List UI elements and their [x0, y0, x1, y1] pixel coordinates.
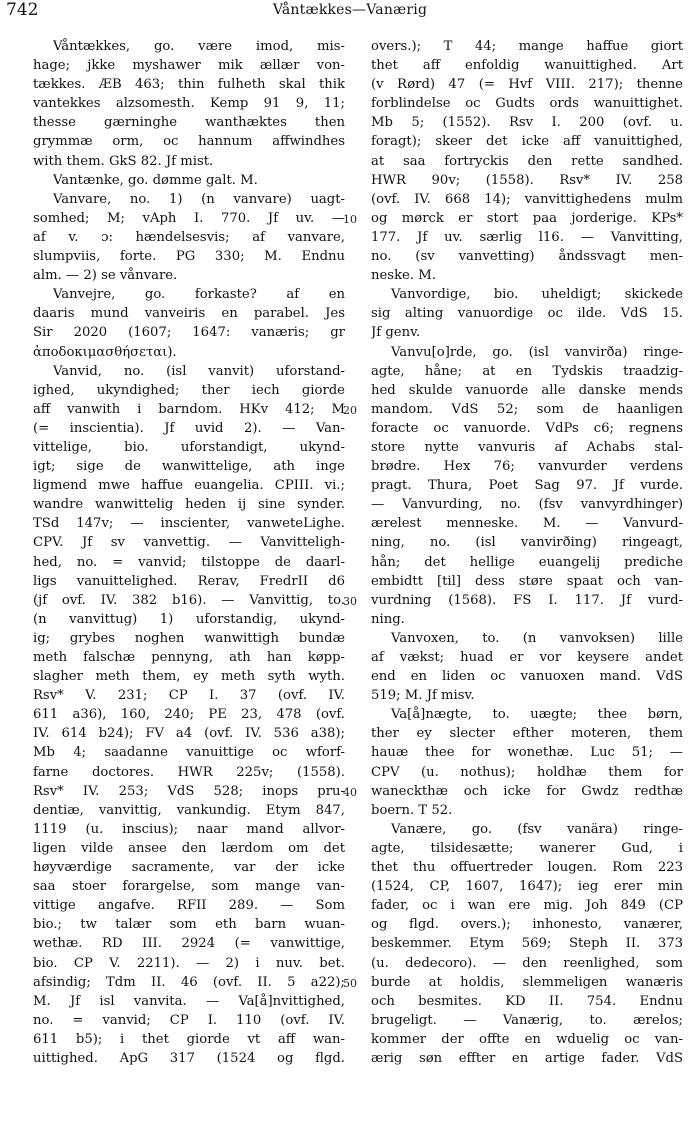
- text-line: brugeligt. — Vanærig, to. ærelos;: [371, 1012, 683, 1028]
- text-line: waneckthæ och icke for Gwdz redthæ: [371, 783, 683, 799]
- text-line: thet thu offuertreder lougen. Rom 223: [371, 860, 683, 876]
- text-line: Vanvoxen, to. (n vanvoksen) lille: [391, 630, 683, 646]
- text-line: 611 a36), 160, 240; PE 23, 478 (ovf.: [33, 707, 345, 723]
- text-line: vittelige, bio. uforstandigt, ukynd-: [33, 439, 345, 455]
- text-line: farne doctores. HWR 225v; (1558).: [33, 764, 345, 780]
- text-line: 611 b5); i thet giorde vt aff wan-: [33, 1031, 345, 1047]
- text-line: af v. ɔ: hændelsesvis; af vanvare,: [33, 229, 345, 245]
- text-line: agte, håne; at en Tydskis traadzig-: [371, 363, 683, 379]
- text-line: hed, no. = vanvid; tilstoppe de daarl-: [33, 554, 345, 570]
- text-line: embidtt [til] dess støre spaat och van-: [371, 573, 683, 589]
- text-line: TSd 147v; — inscienter, vanweteLighe.: [33, 516, 345, 532]
- text-line: thesse gærninghe wanthæktes then: [33, 115, 345, 131]
- text-line: och besmites. KD II. 754. Endnu: [371, 993, 683, 1009]
- text-line: 519; M. Jf misv.: [371, 688, 475, 704]
- text-line: Vanvordige, bio. uheldigt; skickede: [391, 287, 683, 303]
- text-line: ἀποδοκιμασθήσεται).: [33, 344, 177, 360]
- text-line: M. Jf isl vanvita. — Va[å]nvittighed,: [33, 993, 345, 1009]
- text-line: HWR 90v; (1558). Rsv* IV. 258: [371, 172, 683, 188]
- line-number: 40: [343, 785, 357, 799]
- text-line: slumpviis, forte. PG 330; M. Endnu: [33, 249, 345, 265]
- text-line: (v Rørd) 47 (= Hvf VIII. 217); thenne: [371, 77, 683, 93]
- text-line: brødre. Hex 76; vanvurder verdens: [371, 459, 683, 475]
- text-line: neske. M.: [371, 268, 436, 284]
- text-line: agte, tilsidesætte; wanerer Gud, i: [371, 840, 683, 856]
- text-line: boern. T 52.: [371, 802, 453, 818]
- text-line: hage; jkke myshawer mik ællær von-: [33, 58, 345, 74]
- text-line: afsindig; Tdm II. 46 (ovf. II. 5 a22);: [33, 974, 345, 990]
- text-line: Rsv* V. 231; CP I. 37 (ovf. IV.: [33, 688, 345, 704]
- text-line: ning, no. (isl vanvirðing) ringeagt,: [371, 535, 683, 551]
- text-line: Vanvejre, go. forkaste? af en: [53, 287, 345, 303]
- text-line: (ovf. IV. 668 14); vanvittighedens mulm: [371, 191, 683, 207]
- text-line: 1119 (u. inscius); naar mand allvor-: [33, 821, 345, 837]
- text-line: bio.; tw talær som eth barn wuan-: [33, 917, 345, 933]
- text-line: overs.); T 44; mange haffue giort: [371, 39, 683, 54]
- text-line: with them. GkS 82. Jf mist.: [33, 153, 214, 169]
- text-line: ligen vilde ansee den lærdom om det: [33, 840, 345, 856]
- text-line: høyværdige sacramente, var der icke: [33, 860, 345, 876]
- text-line: — Vanvurding, no. (fsv vanvyrdhinger): [371, 497, 683, 513]
- text-line: CPV (u. nothus); holdhæ them for: [371, 764, 683, 780]
- text-line: forblindelse oc Gudts ords wanuittighet.: [371, 96, 683, 112]
- text-line: (= inscientia). Jf uvid 2). — Van-: [33, 420, 345, 436]
- text-line: grymmæ orm, oc hannum affwindhes: [33, 134, 345, 150]
- text-line: sig alting vanuordige oc ilde. VdS 15.: [371, 306, 683, 322]
- text-line: 177. Jf uv. særlig l16. — Vanvitting,: [371, 229, 683, 245]
- text-line: burde at holdis, slemmeligen wanæris: [371, 974, 683, 990]
- text-line: foragt); skeer det icke aff vanuittighed,: [371, 134, 683, 150]
- text-line: Vanære, go. (fsv vanära) ringe-: [391, 821, 683, 837]
- text-line: thet aff enfoldig wanuittighed. Art: [371, 58, 683, 74]
- text-line: hån; det hellige euangelij prediche: [371, 554, 683, 570]
- text-line: ligmend mwe haffue euangelia. CPIII. vi.;: [33, 478, 345, 494]
- running-head: Våntækkes—Vanærig: [272, 2, 428, 18]
- text-line: (u. dedecoro). — den reenlighed, som: [371, 955, 683, 971]
- text-line: ighed, ukyndighed; ther iech giorde: [33, 382, 345, 398]
- text-line: (1524, CP, 1607, 1647); ieg erer min: [371, 879, 683, 895]
- text-line: no. (sv vanvetting) åndssvagt men-: [371, 249, 683, 265]
- text-line: wandre wanwittelig heden ij sine synder.: [33, 497, 345, 513]
- text-line: aff vanwith i barndom. HKv 412; M: [33, 401, 345, 417]
- text-line: meth falschæ pennyng, ath han køpp-: [33, 650, 345, 665]
- text-line: ther ey slecter efther moteren, them: [371, 726, 683, 742]
- page-number: 742: [6, 0, 39, 20]
- text-line: (jf ovf. IV. 382 b16). — Vanvittig, to.: [33, 592, 345, 608]
- text-line: at saa fortryckis den rette sandhed.: [371, 153, 683, 169]
- line-number: 10: [343, 212, 357, 226]
- text-line: uittighed. ApG 317 (1524 og flgd.: [33, 1050, 345, 1066]
- text-line: end en liden oc vanuoxen mand. VdS: [371, 669, 683, 685]
- text-line: alm. — 2) se vånvare.: [33, 268, 178, 284]
- text-line: ærelest menneske. M. — Vanvurd-: [371, 516, 683, 532]
- text-line: tækkes. ÆB 463; thin fulheth skal thik: [33, 77, 345, 93]
- right-column: [371, 37, 683, 1068]
- text-line: vittige angafve. RFII 289. — Som: [33, 898, 345, 914]
- text-line: Mb 5; (1552). Rsv I. 200 (ovf. u.: [371, 115, 683, 131]
- text-line: wethæ. RD III. 2924 (= vanwittige,: [33, 936, 345, 952]
- text-line: vantekkes alzsomesth. Kemp 91 9, 11;: [33, 96, 345, 112]
- text-line: og mørck er stort paa jorderige. KPs*: [371, 210, 683, 226]
- text-line: Vanvid, no. (isl vanvit) uforstand-: [53, 363, 345, 379]
- text-line: ærig søn effter en artige fader. VdS: [371, 1050, 683, 1066]
- text-line: Mb 4; saadanne vanuittige oc wforf-: [33, 745, 345, 761]
- text-line: og flgd. overs.); inhonesto, vanærer,: [371, 917, 683, 933]
- text-line: Va[å]nægte, to. uægte; thee børn,: [391, 707, 683, 723]
- text-line: ig; grybes noghen wanwittigh bundæ: [33, 630, 345, 646]
- text-line: slagher meth them, ey meth syth wyth.: [33, 669, 345, 685]
- text-line: Jf genv.: [371, 325, 421, 341]
- text-line: mandom. VdS 52; som de haanligen: [371, 401, 683, 417]
- text-line: store nytte vanvuris af Achabs stal-: [371, 439, 683, 455]
- text-line: Vanvare, no. 1) (n vanvare) uagt-: [53, 191, 345, 207]
- text-line: ligs vanuittelighed. Rerav, FredrII d6: [33, 573, 345, 589]
- text-line: pragt. Thura, Poet Sag 97. Jf vurde.: [371, 478, 683, 494]
- text-line: fader, oc i wan ere mig. Joh 849 (CP: [371, 898, 683, 914]
- text-line: beskemmer. Etym 569; Steph II. 373: [371, 936, 683, 952]
- text-line: no. = vanvid; CP I. 110 (ovf. IV.: [33, 1012, 345, 1028]
- text-line: hed skulde vanuorde alle danske mends: [371, 382, 683, 398]
- text-line: somhed; M; vAph I. 770. Jf uv. —: [33, 210, 345, 226]
- text-line: dentiæ, vanvittig, vankundig. Etym 847,: [33, 802, 345, 818]
- text-line: Våntækkes, go. være imod, mis-: [53, 39, 345, 54]
- text-line: af vækst; huad er vor keysere andet: [371, 650, 683, 665]
- text-line: Vantænke, go. dømme galt. M.: [53, 172, 258, 188]
- text-line: Sir 2020 (1607; 1647: vanæris; gr: [33, 325, 345, 341]
- text-line: daaris mund vanveiris en parabel. Jes: [33, 306, 345, 322]
- text-line: CPV. Jf sv vanvettig. — Vanvitteligh-: [33, 535, 345, 551]
- line-number: 20: [343, 403, 357, 417]
- text-line: hauæ thee for wonethæ. Luc 51; —: [371, 745, 683, 761]
- text-line: kommer der offte en wduelig oc van-: [371, 1031, 683, 1047]
- text-line: Rsv* IV. 253; VdS 528; inops pru-: [33, 783, 345, 799]
- text-line: bio. CP V. 2211). — 2) i nuv. bet.: [33, 955, 345, 971]
- line-number: 50: [343, 976, 357, 990]
- line-number: 30: [343, 594, 357, 608]
- text-line: foracte oc vanuorde. VdPs c6; regnens: [371, 420, 683, 436]
- page-header: [0, 0, 700, 28]
- text-line: vurdning (1568). FS I. 117. Jf vurd-: [371, 592, 683, 608]
- text-line: Vanvu[o]rde, go. (isl vanvirða) ringe-: [391, 344, 683, 360]
- text-line: saa stoer forargelse, som mange van-: [33, 879, 345, 895]
- text-line: IV. 614 b24); FV a4 (ovf. IV. 536 a38);: [33, 726, 345, 742]
- text-line: ning.: [371, 611, 405, 627]
- text-line: igt; sige de wanwittelige, ath inge: [33, 459, 345, 475]
- left-column: [33, 37, 345, 1068]
- text-line: (n vanvittug) 1) uforstandig, ukynd-: [33, 611, 345, 627]
